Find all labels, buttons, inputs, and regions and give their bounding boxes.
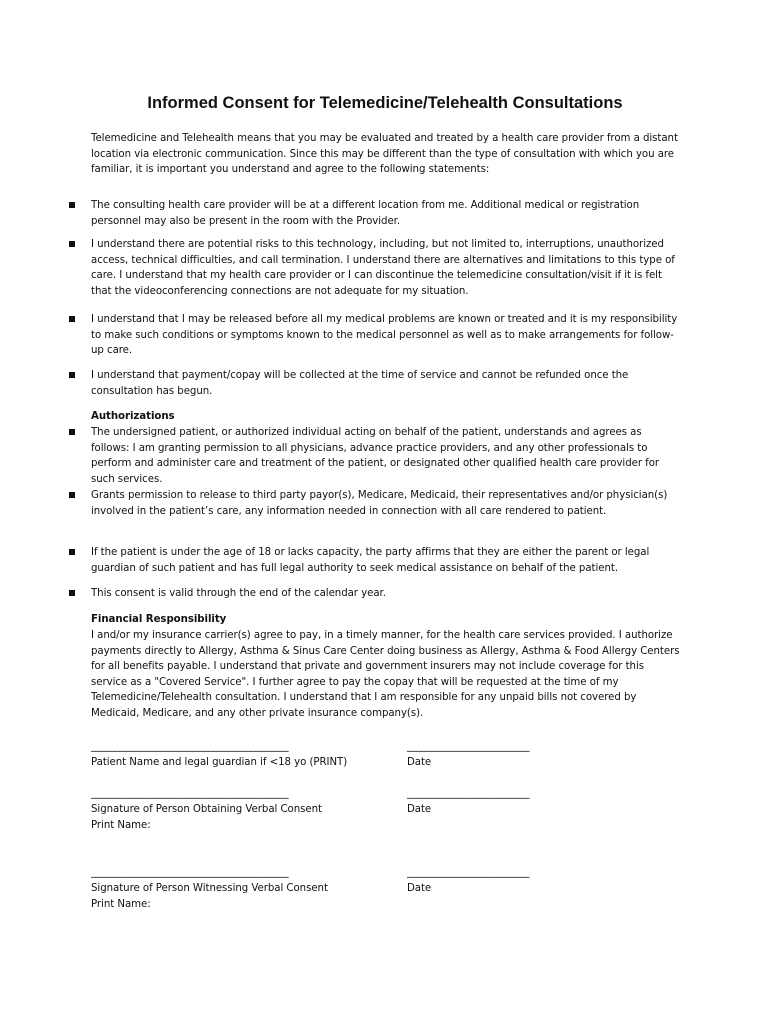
patient-name-label: Patient Name and legal guardian if <18 yo (PRINT) — [91, 757, 348, 768]
date-label: Date — [407, 804, 432, 815]
print-name-label: Print Name: — [91, 820, 151, 831]
authorization-item: Grants permission to release to third party payor(s), Medicare, Medicaid, their representatives and/or physician(s) involved in the patient’s care, any information needed in connection with all care rendered to patient. — [91, 490, 668, 517]
date-label: Date — [407, 757, 432, 768]
bullet-icon — [69, 590, 75, 596]
witnessing-signature-line[interactable]: __________________________________________ — [91, 867, 289, 878]
authorization-item: The undersigned patient, or authorized individual acting on behalf of the patient, understands and agrees as follows: I am granting permission to all physicians, advance practice providers, and any other professionals to perform and administer care and treatment of the patient, or designated other qualified health care provider for such services. — [91, 427, 660, 485]
patient-date-line[interactable]: __________________________ — [407, 741, 530, 752]
statement-item: The consulting health care provider will be at a different location from me. Additional medical or registration personnel may also be present in the room with the Provider. — [91, 200, 640, 227]
statement-item: I understand there are potential risks to this technology, including, but not limited to, interruptions, unauthorized access, technical difficulties, and call termination. I understand there are alternatives and limitations to this type of care. I understand that my health care provider or I can discontinue the telemedicine consultation/visit if it is felt that the videoconferencing connections are not adequate for my situation. — [91, 239, 675, 297]
patient-name-line[interactable]: __________________________________________ — [91, 741, 289, 752]
bullet-icon — [69, 316, 75, 322]
financial-heading: Financial Responsibility — [91, 614, 227, 625]
bullet-icon — [69, 549, 75, 555]
intro-paragraph: Telemedicine and Telehealth means that you may be evaluated and treated by a health care provider from a distant location via electronic communication. Since this may be different than the type of consultation with which you are familiar, it is important you understand and agree to the following statements: — [91, 133, 678, 176]
obtaining-date-line[interactable]: __________________________ — [407, 788, 530, 799]
bullet-icon — [69, 492, 75, 498]
financial-paragraph: I and/or my insurance carrier(s) agree to pay, in a timely manner, for the health care services provided. I authorize payments directly to Allergy, Asthma & Sinus Care Center doing business as Allergy, Asthma & Food Allergy Centers for all benefits payable. I understand that private and government insurers may not include coverage for this service as a "Covered Service". I further agree to pay the copay that will be requested at the time of my Telemedicine/Telehealth consultation. I understand that I am responsible for any unpaid bills not covered by Medicaid, Medicare, and any other private insurance company(s). — [91, 630, 680, 719]
statement-item: I understand that payment/copay will be collected at the time of service and cannot be refunded once the consultation has begun. — [91, 370, 629, 397]
bullet-icon — [69, 241, 75, 247]
bullet-icon — [69, 429, 75, 435]
bullet-icon — [69, 202, 75, 208]
document-title: Informed Consent for Telemedicine/Telehealth Consultations — [147, 94, 623, 112]
date-label: Date — [407, 883, 432, 894]
authorization-item: This consent is valid through the end of the calendar year. — [91, 588, 386, 599]
authorizations-heading: Authorizations — [91, 411, 175, 422]
witnessing-signature-label: Signature of Person Witnessing Verbal Consent — [91, 883, 328, 894]
obtaining-signature-line[interactable]: __________________________________________ — [91, 788, 289, 799]
print-name-label: Print Name: — [91, 899, 151, 910]
obtaining-signature-label: Signature of Person Obtaining Verbal Consent — [91, 804, 322, 815]
statement-item: I understand that I may be released before all my medical problems are known or treated and it is my responsibility to make such conditions or symptoms known to the medical personnel as well as to make arrangements for follow-up care. — [91, 314, 678, 357]
bullet-icon — [69, 372, 75, 378]
authorization-item: If the patient is under the age of 18 or lacks capacity, the party affirms that they are either the parent or legal guardian of such patient and has full legal authority to seek medical assistance on behalf of the patient. — [91, 547, 650, 574]
witnessing-date-line[interactable]: __________________________ — [407, 867, 530, 878]
